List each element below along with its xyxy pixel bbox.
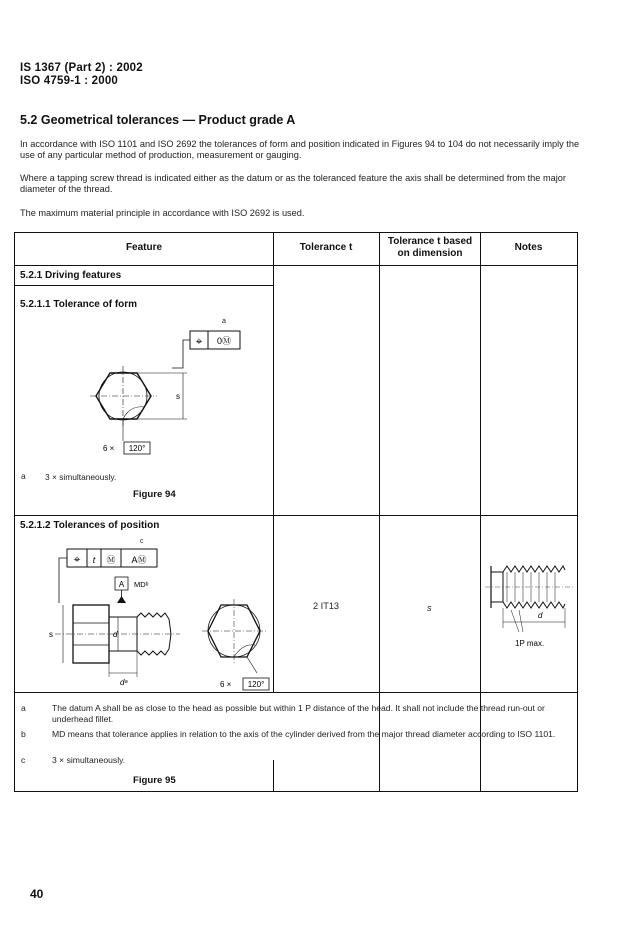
col-header-tolerance: Tolerance t bbox=[299, 242, 353, 253]
footnote-b-mark: b bbox=[21, 729, 26, 739]
col-header-notes: Notes bbox=[514, 242, 543, 253]
position-dim-da: dᵃ bbox=[120, 678, 128, 687]
position-frame-datum: AⓂ bbox=[131, 555, 147, 565]
footnote-mark-a: a bbox=[21, 471, 26, 481]
col-header-feature: Feature bbox=[125, 242, 163, 253]
form-frame-value: 0Ⓜ bbox=[216, 336, 232, 346]
mmp-paragraph: The maximum material principle in accordance with ISO 2692 is used. bbox=[20, 208, 305, 218]
angle-box-value: 120° bbox=[128, 444, 146, 453]
col-divider-1 bbox=[273, 233, 274, 517]
standard-number-is: IS 1367 (Part 2) : 2002 bbox=[20, 62, 143, 74]
figure-94-caption: Figure 94 bbox=[133, 489, 176, 500]
notes-thread-drawing bbox=[485, 558, 575, 658]
notes-max-label: 1P max. bbox=[515, 639, 545, 648]
footnote-a-mark: a bbox=[21, 703, 26, 713]
footnote-b-text: MD means that tolerance applies in relation to the axis of the cylinder derived from the major thread diameter according to ISO 1101. bbox=[52, 729, 556, 739]
section-title: 5.2 Geometrical tolerances — Product grade A bbox=[20, 113, 296, 127]
dimension-s-label: s bbox=[176, 392, 180, 401]
intro-paragraph: In accordance with ISO 1101 and ISO 2692 the tolerances of form and position indicated in Figures 94 to 104 do not necessarily imply the use of any particular method of production, measurement or gauging. bbox=[20, 139, 580, 160]
footnote-c-text: 3 × simultaneously. bbox=[52, 755, 126, 765]
position-frame-symbol-icon: ⌖ bbox=[73, 552, 81, 566]
position-angle-count: 6 × bbox=[220, 680, 232, 689]
tolerance-table bbox=[14, 232, 578, 792]
position-symbol-icon: ⌖ bbox=[195, 334, 203, 348]
position-dim-d: d bbox=[113, 630, 118, 639]
driving-features-heading: 5.2.1 Driving features bbox=[20, 270, 122, 281]
thread-datum-paragraph: Where a tapping screw thread is indicated either as the datum or as the toleranced feature the axis shall be determined from the major diameter of the thread. bbox=[20, 173, 566, 194]
col-header-tolerance-based: Tolerance t based on dimension bbox=[387, 236, 473, 259]
form-section-border bbox=[15, 515, 577, 516]
tolerance-based-value: s bbox=[427, 603, 432, 613]
position-angle-box: 120° bbox=[247, 680, 265, 689]
tolerance-of-form-heading: 5.2.1.1 Tolerance of form bbox=[20, 299, 138, 310]
position-frame-t: t bbox=[92, 555, 96, 565]
figure-95-drawing bbox=[25, 533, 275, 693]
figure-94-drawing bbox=[75, 313, 265, 458]
figure-95-caption: Figure 95 bbox=[133, 775, 176, 786]
position-frame-m: Ⓜ bbox=[106, 555, 116, 565]
position-dim-s: s bbox=[49, 630, 53, 639]
footnote-a-text: The datum A shall be as close to the head as possible but within 1 P distance of the head. It shall not include the thread run-out or underhead fillet. bbox=[52, 703, 545, 724]
frame-superscript: a bbox=[222, 318, 226, 325]
footnote-c-mark: c bbox=[21, 755, 26, 765]
tolerances-of-position-heading: 5.2.1.2 Tolerances of position bbox=[20, 520, 160, 531]
tolerance-t-value: 2 IT13 bbox=[313, 601, 340, 611]
datum-a-label: A bbox=[118, 580, 125, 589]
header-row-border bbox=[15, 265, 577, 266]
standard-number-iso: ISO 4759-1 : 2000 bbox=[20, 75, 119, 87]
page-number: 40 bbox=[30, 887, 44, 901]
col-divider-1-bottom bbox=[273, 760, 274, 791]
notes-dim-d: d bbox=[538, 611, 543, 620]
footnote-text-a: 3 × simultaneously. bbox=[45, 472, 117, 482]
driving-row-border bbox=[15, 285, 273, 286]
datum-md-note: MDᵇ bbox=[134, 580, 149, 589]
angle-count-label: 6 × bbox=[103, 444, 115, 453]
position-frame-superscript: c bbox=[140, 538, 144, 545]
